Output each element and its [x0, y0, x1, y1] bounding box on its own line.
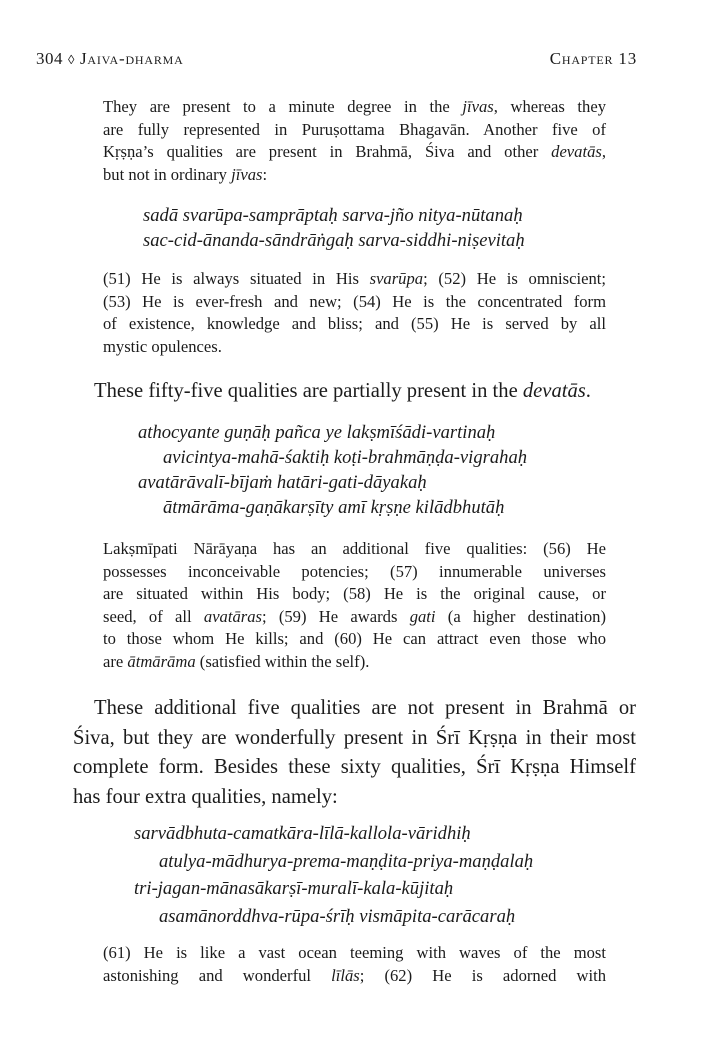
text-line: These fifty-five qualities are partially present in the devatās.: [94, 380, 591, 402]
verse-line: sac-cid-ānanda-sāndrāṅgaḥ sarva-siddhi-niṣevitaḥ: [143, 229, 525, 251]
text-line: of existence, knowledge and bliss; and (55) He is served by all: [103, 314, 606, 334]
running-header-left: [36, 49, 184, 69]
text-line: complete form. Besides these sixty qualities, Śrī Kṛṣṇa Himself: [73, 756, 636, 778]
translation-2: [103, 538, 606, 674]
text-line: are ātmārāma (satisfied within the self).: [103, 651, 370, 671]
text-line: Lakṣmīpati Nārāyaṇa has an additional five qualities: (56) He: [103, 539, 606, 558]
text-line: (51) He is always situated in His svarūpa; (52) He is omniscient;: [103, 269, 606, 288]
chapter-title: Chapter 13: [549, 49, 637, 68]
sanskrit-verse-2: [138, 420, 527, 520]
diamond-separator-icon: ◊: [68, 52, 75, 67]
text-line: Kṛṣṇa’s qualities are present in Brahmā, Śiva and other devatās,: [103, 142, 606, 162]
verse-line: ātmārāma-gaṇākarṣīty amī kṛṣṇe kilādbhutāḥ: [163, 497, 505, 518]
text-line: possesses inconceivable potencies; (57) innumerable universes: [103, 561, 606, 581]
text-line: mystic opulences.: [103, 336, 222, 356]
verse-line: sarvādbhuta-camatkāra-līlā-kallola-vāridhiḥ: [134, 823, 471, 844]
book-title: Jaiva-dharma: [79, 49, 184, 68]
text-line: to those whom He kills; and (60) He can attract even those who: [103, 629, 606, 649]
sanskrit-verse-1: [143, 204, 525, 253]
text-line: These additional five qualities are not present in Brahmā or: [94, 697, 636, 719]
verse-line: sadā svarūpa-samprāptaḥ sarva-jño nitya-nūtanaḥ: [143, 205, 523, 226]
text-line: Śiva, but they are wonderfully present in Śrī Kṛṣṇa in their most: [73, 726, 636, 749]
text-line: are fully represented in Puruṣottama Bhagavān. Another five of: [103, 119, 606, 139]
verse-line: avicintya-mahā-śaktiḥ koṭi-brahmāṇḍa-vigrahaḥ: [163, 447, 528, 468]
text-line: has four extra qualities, namely:: [73, 785, 338, 808]
page-number: 304: [36, 49, 63, 68]
text-line: astonishing and wonderful līlās; (62) He is adorned with: [103, 965, 606, 985]
text-line: seed, of all avatāras; (59) He awards gati (a higher destination): [103, 606, 606, 626]
text-line: but not in ordinary jīvas:: [103, 164, 268, 184]
sanskrit-verse-3: [134, 820, 533, 930]
verse-line: avatārāvalī-bījaṁ hatāri-gati-dāyakaḥ: [138, 472, 427, 493]
text-line: (61) He is like a vast ocean teeming with waves of the most: [103, 943, 606, 962]
paragraph-additional-qualities: [73, 694, 636, 812]
translation-1: [103, 268, 606, 358]
text-line: They are present to a minute degree in the jīvas, whereas they: [103, 97, 607, 116]
text-line: (53) He is ever-fresh and new; (54) He is the concentrated form: [103, 291, 606, 311]
translation-3: [103, 942, 606, 987]
text-line: are situated within His body; (58) He is the original cause, or: [103, 584, 606, 604]
verse-line: tri-jagan-mānasākarṣī-muralī-kala-kūjitaḥ: [134, 878, 454, 899]
paragraph-fifty-five: [94, 377, 591, 407]
verse-line: atulya-mādhurya-prema-maṇḍita-priya-maṇḍalaḥ: [159, 850, 534, 872]
verse-line: asamānorddhva-rūpa-śrīḥ vismāpita-carācaraḥ: [159, 905, 516, 927]
verse-line: athocyante guṇāḥ pañca ye lakṣmīśādi-vartinaḥ: [138, 422, 496, 443]
paragraph-intro: [103, 96, 606, 186]
